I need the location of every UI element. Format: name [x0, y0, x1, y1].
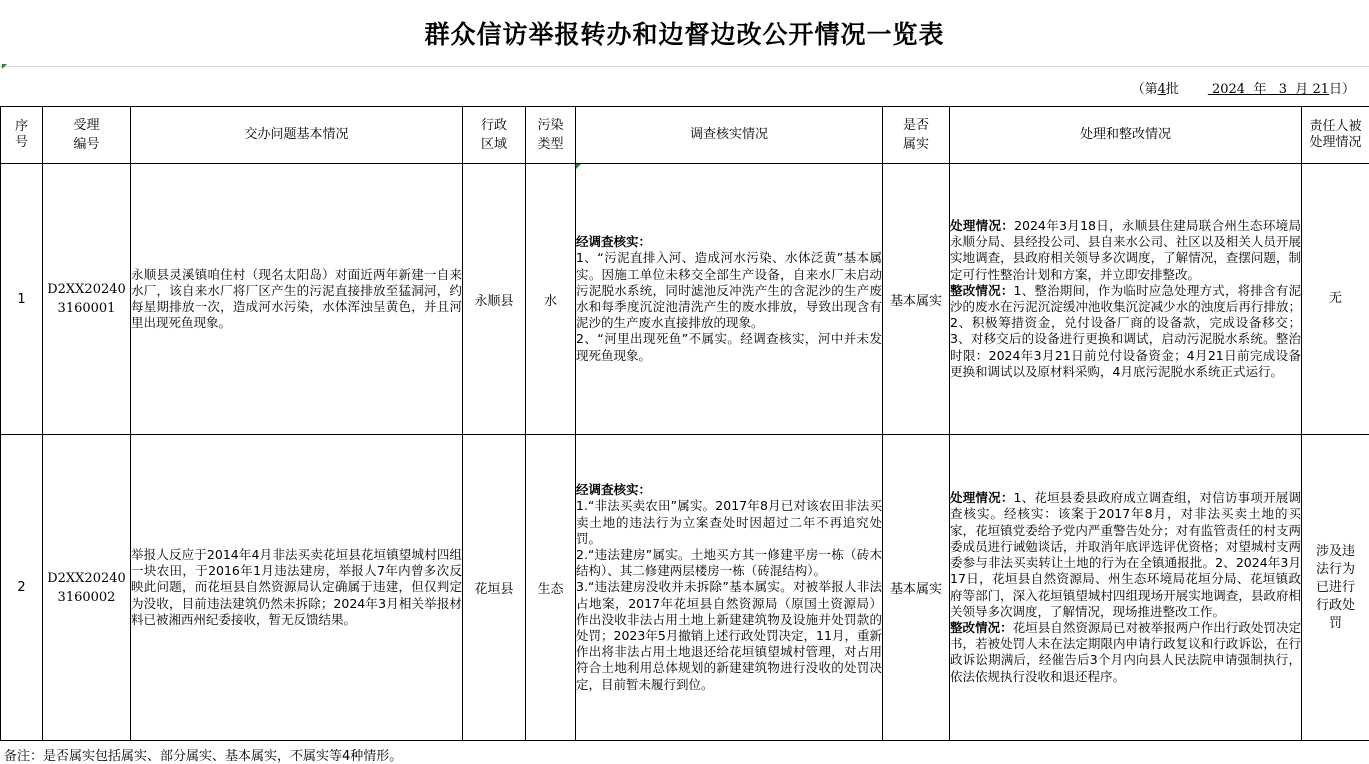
cell-marker: [576, 164, 581, 169]
row-type: 生态: [526, 435, 576, 741]
batch-number: 4: [1158, 82, 1166, 97]
batch-month-suffix: 月: [1295, 82, 1308, 97]
header-seq: 序号: [1, 107, 43, 164]
row-investigation: [576, 435, 883, 741]
header-issue: 交办问题基本情况: [131, 107, 463, 164]
header-handling: 处理和整改情况: [950, 107, 1302, 164]
investigation-title: 经调查核实：: [576, 482, 882, 498]
row-issue: 永顺县灵溪镇咱住村（现名太阳岛）对面近两年新建一自来水厂，该自来水厂将厂区产生的污泥直接排放至猛洞河，约每星期排放一次，造成河水污染，水体浑浊呈黄色，并且河里出现死鱼现象。: [131, 164, 463, 435]
header-verified: 是否属实: [883, 107, 950, 164]
table-row: [1, 164, 1369, 435]
report-table: [0, 106, 1369, 741]
row-handling: [950, 164, 1302, 435]
handling-text: 1、花垣县委县政府成立调查组，对信访事项开展调查核实。经核实：该案于2017年8月，对非法买卖土地的买家，花垣镇党委给予党内严重警告处分；对有监管责任的村支两委成员进行诫勉谈话，并取消年底评选评优资格；对望城村支两委参与非法买卖转让土地的行为在全镇通报批。2、2024年3月17日，花垣县自然资源局、州生态环境局花垣分局、花垣镇政府等部门，深入花垣镇望城村四组现场开展实地调查，县政府相关领导多次调度，了解情况，现场推进整改工作。: [950, 490, 1301, 618]
row-accountability: 涉及违法行为已进行行政处罚: [1302, 435, 1369, 741]
cell-marker: [2, 64, 7, 69]
batch-open: （第: [1132, 82, 1158, 97]
batch-date: [1208, 82, 1329, 97]
row-investigation: [576, 164, 883, 435]
header-id: 受理编号: [43, 107, 131, 164]
handling-text: 2024年3月18日，永顺县住建局联合州生态环境局永顺分局、县经投公司、县自来水公司、社区以及相关人员开展实地调查，县政府相关领导多次调度，了解情况，查摆问题，制定可行性整治计划和方案，并立即安排整改。: [950, 218, 1301, 282]
header-investigation: 调查核实情况: [576, 107, 883, 164]
row-accountability: 无: [1302, 164, 1369, 435]
header-type: 污染类型: [526, 107, 576, 164]
row-handling: [950, 435, 1302, 741]
row-seq: 2: [1, 435, 43, 741]
batch-year-suffix: 年: [1253, 82, 1266, 97]
row-issue: 举报人反应于2014年4月非法买卖花垣县花垣镇望城村四组一块农田，于2016年1月违法建房，举报人7年内曾多次反映此问题，而花垣县自然资源局认定确属于违建，但仅判定为没收，目前违法建筑仍然未拆除；2024年3月相关举报材料已被湘西州纪委接收，暂无反馈结果。: [131, 435, 463, 741]
batch-label: 批: [1166, 82, 1179, 97]
investigation-body: 1.“非法买卖农田”属实。2017年8月已对该农田非法买卖土地的违法行为立案查处时因超过二年不再追究处罚。 2.“违法建房”属实。土地买方其一修建平房一栋（砖木结构）、其二修建两层楼房一栋（砖混结构）。 3.“违法建房没收并未拆除”基本属实。对被举报人非法占地案，2017年花垣县自然资源局（原国土资源局）作出没收非法占用土地上新建建筑物及设施并处罚款的处罚；2023年5月撤销上述行政处罚决定，11月，重新作出将非法占用土地退还给花垣镇望城村管理，对占用符合土地利用总体规划的新建建筑物进行没收的处罚决定，目前暂未履行到位。: [576, 498, 882, 692]
footnote: 备注：是否属实包括属实、部分属实、基本属实，不属实等4种情形。: [4, 745, 402, 764]
row-type: 水: [526, 164, 576, 435]
row-id: D2XX202403160001: [43, 164, 131, 435]
handling-label: 处理情况：: [950, 218, 1014, 233]
row-region: 花垣县: [463, 435, 526, 741]
table-row: [1, 435, 1369, 741]
page-title: 群众信访举报转办和边督边改公开情况一览表: [0, 0, 1369, 67]
row-id: D2XX202403160002: [43, 435, 131, 741]
batch-close: 日）: [1329, 82, 1355, 97]
rectification-label: 整改情况：: [950, 620, 1013, 635]
investigation-body: 1、“污泥直排入河、造成河水污染、水体泛黄”基本属实。因施工单位未移交全部生产设备，自来水厂未启动污泥脱水系统，同时滤池反冲洗产生的含泥沙的生产废水和每季度沉淀池清洗产生的废水排放，导致出现含有泥沙的生产废水直接排放的现象。 2、“河里出现死鱼”不属实。经调查核实，河中并未发现死鱼现象。: [576, 250, 882, 363]
header-accountability: 责任人被处理情况: [1302, 107, 1369, 164]
batch-info: [1132, 78, 1355, 97]
rectification-label: 整改情况：: [950, 283, 1014, 298]
row-verified: 基本属实: [883, 435, 950, 741]
header-region: 行政区域: [463, 107, 526, 164]
batch-month: 3: [1279, 82, 1287, 97]
handling-label: 处理情况：: [950, 490, 1014, 505]
row-verified: 基本属实: [883, 164, 950, 435]
row-seq: 1: [1, 164, 43, 435]
batch-day: 21: [1312, 82, 1329, 97]
row-region: 永顺县: [463, 164, 526, 435]
rectification-text: 1、整治期间，作为临时应急处理方式，将排含有泥沙的废水在污泥沉淀缓冲池收集沉淀减少水的浊度后再行排放；2、积极筹措资金，兑付设备厂商的设备款，完成设备移交；3、对移交后的设备进行更换和调试，启动污泥脱水系统。整治时限：2024年3月21日前兑付设备资金；4月21日前完成设备更换和调试以及原材料采购，4月底污泥脱水系统正式运行。: [950, 283, 1301, 379]
investigation-title: 经调查核实：: [576, 234, 882, 250]
rectification-text: 花垣县自然资源局已对被举报两户作出行政处罚决定书，若被处罚人未在法定期限内申请行政复议和行政诉讼，在行政诉讼期满后，经催告后3个月内向县人民法院申请强制执行，依法依规执行没收和退还程序。: [950, 620, 1301, 684]
header-row: [1, 107, 1369, 164]
batch-year: 2024: [1212, 82, 1245, 97]
